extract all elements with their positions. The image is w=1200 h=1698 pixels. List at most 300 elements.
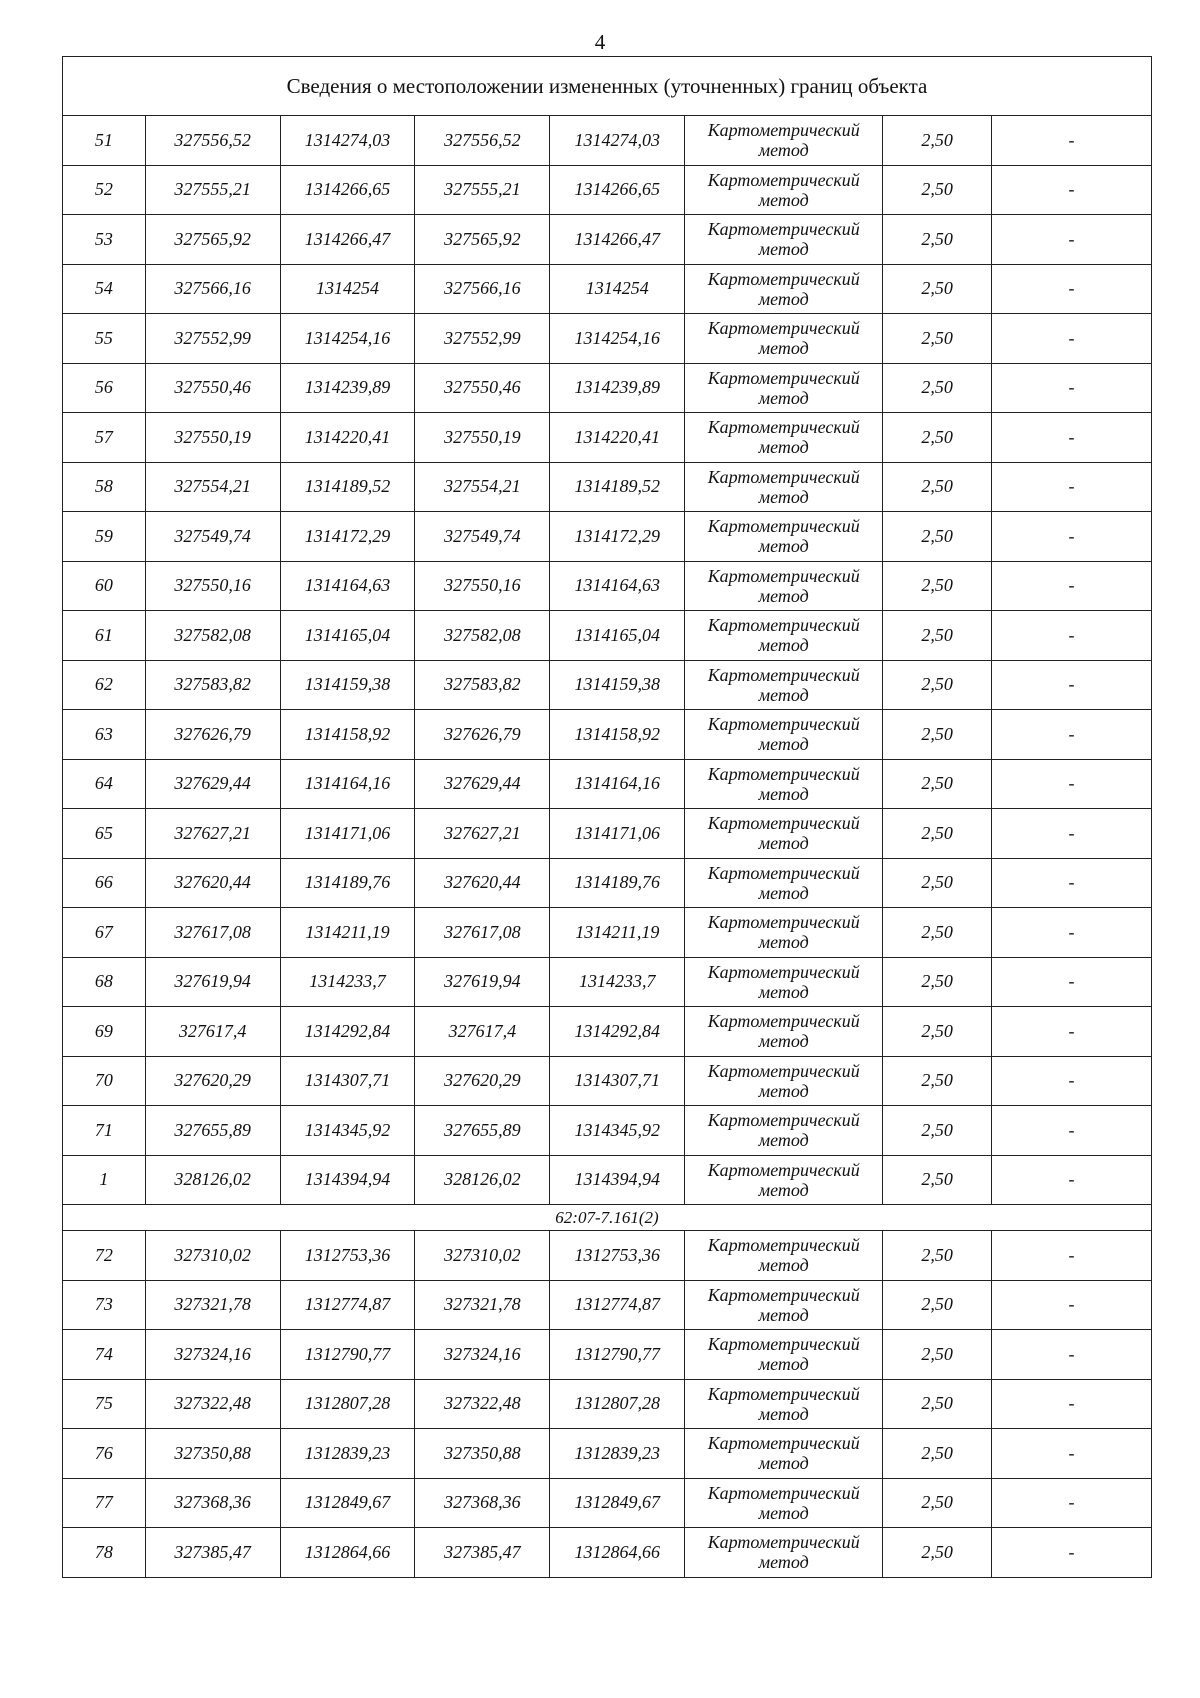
existing-y-cell: 1312774,87 xyxy=(280,1280,415,1330)
new-x-cell: 327627,21 xyxy=(415,809,550,859)
note-cell: - xyxy=(992,1231,1152,1281)
method-cell xyxy=(685,611,883,661)
accuracy-cell: 2,50 xyxy=(883,561,992,611)
note-cell: - xyxy=(992,611,1152,661)
method-line-1: Картометрический xyxy=(707,1011,860,1032)
table-row xyxy=(63,858,1152,908)
new-y-cell: 1314189,76 xyxy=(550,858,685,908)
existing-x-cell: 328126,02 xyxy=(145,1155,280,1205)
note-cell: - xyxy=(992,809,1152,859)
table-row xyxy=(63,363,1152,413)
new-y-cell: 1314172,29 xyxy=(550,512,685,562)
method-line-1: Картометрический xyxy=(707,268,860,289)
note-cell: - xyxy=(992,264,1152,314)
method-line-1: Картометрический xyxy=(707,367,860,388)
method-line-1: Картометрический xyxy=(707,813,860,834)
point-number-cell: 74 xyxy=(63,1330,146,1380)
new-x-cell: 327655,89 xyxy=(415,1106,550,1156)
point-number-cell: 59 xyxy=(63,512,146,562)
method-line-2: метод xyxy=(758,338,809,359)
point-number-cell: 51 xyxy=(63,116,146,166)
table-row xyxy=(63,908,1152,958)
method-cell xyxy=(685,1330,883,1380)
new-x-cell: 327629,44 xyxy=(415,759,550,809)
existing-x-cell: 327565,92 xyxy=(145,215,280,265)
new-x-cell: 327324,16 xyxy=(415,1330,550,1380)
table-row xyxy=(63,660,1152,710)
table-row xyxy=(63,957,1152,1007)
table-row xyxy=(63,710,1152,760)
method-line-1: Картометрический xyxy=(707,318,860,339)
existing-x-cell: 327321,78 xyxy=(145,1280,280,1330)
table-row xyxy=(63,1478,1152,1528)
existing-x-cell: 327582,08 xyxy=(145,611,280,661)
method-cell xyxy=(685,462,883,512)
existing-y-cell: 1314345,92 xyxy=(280,1106,415,1156)
table-row xyxy=(63,1429,1152,1479)
new-x-cell: 327626,79 xyxy=(415,710,550,760)
method-line-1: Картометрический xyxy=(707,516,860,537)
new-y-cell: 1314254,16 xyxy=(550,314,685,364)
existing-y-cell: 1314164,16 xyxy=(280,759,415,809)
accuracy-cell: 2,50 xyxy=(883,116,992,166)
point-number-cell: 62 xyxy=(63,660,146,710)
note-cell: - xyxy=(992,462,1152,512)
new-y-cell: 1314254 xyxy=(550,264,685,314)
table-row xyxy=(63,116,1152,166)
method-line-2: метод xyxy=(758,932,809,953)
new-x-cell: 327583,82 xyxy=(415,660,550,710)
method-line-1: Картометрический xyxy=(707,1383,860,1404)
method-cell xyxy=(685,413,883,463)
point-number-cell: 78 xyxy=(63,1528,146,1578)
point-number-cell: 69 xyxy=(63,1007,146,1057)
new-y-cell: 1314307,71 xyxy=(550,1056,685,1106)
existing-y-cell: 1314171,06 xyxy=(280,809,415,859)
existing-x-cell: 327554,21 xyxy=(145,462,280,512)
method-line-2: метод xyxy=(758,734,809,755)
point-number-cell: 71 xyxy=(63,1106,146,1156)
existing-y-cell: 1314172,29 xyxy=(280,512,415,562)
existing-y-cell: 1312849,67 xyxy=(280,1478,415,1528)
point-number-cell: 70 xyxy=(63,1056,146,1106)
method-line-1: Картометрический xyxy=(707,615,860,636)
point-number-cell: 68 xyxy=(63,957,146,1007)
method-cell xyxy=(685,858,883,908)
note-cell: - xyxy=(992,561,1152,611)
existing-y-cell: 1312753,36 xyxy=(280,1231,415,1281)
accuracy-cell: 2,50 xyxy=(883,1280,992,1330)
method-line-2: метод xyxy=(758,1354,809,1375)
table-row xyxy=(63,215,1152,265)
method-line-2: метод xyxy=(758,1453,809,1474)
new-x-cell: 327617,08 xyxy=(415,908,550,958)
method-line-1: Картометрический xyxy=(707,120,860,141)
method-line-2: метод xyxy=(758,1130,809,1151)
note-cell: - xyxy=(992,957,1152,1007)
method-line-2: метод xyxy=(758,387,809,408)
method-cell xyxy=(685,314,883,364)
point-number-cell: 52 xyxy=(63,165,146,215)
new-y-cell: 1314164,63 xyxy=(550,561,685,611)
new-x-cell: 328126,02 xyxy=(415,1155,550,1205)
table-title-row xyxy=(63,57,1152,116)
method-line-1: Картометрический xyxy=(707,1532,860,1553)
table-row xyxy=(63,462,1152,512)
cadastral-group-label: 62:07-7.161(2) xyxy=(63,1205,1152,1231)
point-number-cell: 65 xyxy=(63,809,146,859)
point-number-cell: 63 xyxy=(63,710,146,760)
existing-x-cell: 327550,16 xyxy=(145,561,280,611)
accuracy-cell: 2,50 xyxy=(883,363,992,413)
method-line-2: метод xyxy=(758,783,809,804)
existing-x-cell: 327368,36 xyxy=(145,1478,280,1528)
method-line-1: Картометрический xyxy=(707,1433,860,1454)
new-x-cell: 327555,21 xyxy=(415,165,550,215)
method-line-1: Картометрический xyxy=(707,565,860,586)
existing-y-cell: 1312807,28 xyxy=(280,1379,415,1429)
existing-y-cell: 1314189,52 xyxy=(280,462,415,512)
accuracy-cell: 2,50 xyxy=(883,1330,992,1380)
new-x-cell: 327310,02 xyxy=(415,1231,550,1281)
table-row xyxy=(63,1330,1152,1380)
accuracy-cell: 2,50 xyxy=(883,1056,992,1106)
existing-x-cell: 327322,48 xyxy=(145,1379,280,1429)
new-y-cell: 1314266,65 xyxy=(550,165,685,215)
method-line-1: Картометрический xyxy=(707,1110,860,1131)
point-number-cell: 66 xyxy=(63,858,146,908)
point-number-cell: 58 xyxy=(63,462,146,512)
new-y-cell: 1314164,16 xyxy=(550,759,685,809)
point-number-cell: 57 xyxy=(63,413,146,463)
point-number-cell: 53 xyxy=(63,215,146,265)
new-x-cell: 327322,48 xyxy=(415,1379,550,1429)
method-line-2: метод xyxy=(758,684,809,705)
note-cell: - xyxy=(992,1429,1152,1479)
point-number-cell: 54 xyxy=(63,264,146,314)
method-cell xyxy=(685,809,883,859)
existing-y-cell: 1314266,47 xyxy=(280,215,415,265)
existing-x-cell: 327629,44 xyxy=(145,759,280,809)
new-x-cell: 327620,44 xyxy=(415,858,550,908)
method-line-2: метод xyxy=(758,1304,809,1325)
note-cell: - xyxy=(992,363,1152,413)
table-row xyxy=(63,314,1152,364)
new-y-cell: 1312807,28 xyxy=(550,1379,685,1429)
accuracy-cell: 2,50 xyxy=(883,908,992,958)
existing-y-cell: 1314292,84 xyxy=(280,1007,415,1057)
existing-y-cell: 1314239,89 xyxy=(280,363,415,413)
new-y-cell: 1314189,52 xyxy=(550,462,685,512)
method-cell xyxy=(685,215,883,265)
accuracy-cell: 2,50 xyxy=(883,1231,992,1281)
accuracy-cell: 2,50 xyxy=(883,957,992,1007)
existing-x-cell: 327620,44 xyxy=(145,858,280,908)
new-x-cell: 327566,16 xyxy=(415,264,550,314)
table-row xyxy=(63,561,1152,611)
method-cell xyxy=(685,1231,883,1281)
method-cell xyxy=(685,660,883,710)
accuracy-cell: 2,50 xyxy=(883,710,992,760)
method-cell xyxy=(685,1056,883,1106)
method-line-2: метод xyxy=(758,536,809,557)
accuracy-cell: 2,50 xyxy=(883,314,992,364)
method-line-1: Картометрический xyxy=(707,912,860,933)
method-line-2: метод xyxy=(758,1552,809,1573)
point-number-cell: 55 xyxy=(63,314,146,364)
note-cell: - xyxy=(992,660,1152,710)
new-y-cell: 1312849,67 xyxy=(550,1478,685,1528)
method-cell xyxy=(685,759,883,809)
new-y-cell: 1314158,92 xyxy=(550,710,685,760)
accuracy-cell: 2,50 xyxy=(883,660,992,710)
note-cell: - xyxy=(992,1155,1152,1205)
new-y-cell: 1312790,77 xyxy=(550,1330,685,1380)
method-line-1: Картометрический xyxy=(707,714,860,735)
existing-x-cell: 327627,21 xyxy=(145,809,280,859)
existing-y-cell: 1314159,38 xyxy=(280,660,415,710)
method-cell xyxy=(685,1379,883,1429)
new-x-cell: 327617,4 xyxy=(415,1007,550,1057)
method-line-1: Картометрический xyxy=(707,961,860,982)
note-cell: - xyxy=(992,1056,1152,1106)
point-number-cell: 72 xyxy=(63,1231,146,1281)
note-cell: - xyxy=(992,215,1152,265)
method-line-2: метод xyxy=(758,1502,809,1523)
new-y-cell: 1314211,19 xyxy=(550,908,685,958)
new-y-cell: 1314345,92 xyxy=(550,1106,685,1156)
method-line-1: Картометрический xyxy=(707,169,860,190)
new-x-cell: 327350,88 xyxy=(415,1429,550,1479)
point-number-cell: 56 xyxy=(63,363,146,413)
existing-x-cell: 327310,02 xyxy=(145,1231,280,1281)
method-line-1: Картометрический xyxy=(707,1284,860,1305)
table-row xyxy=(63,759,1152,809)
existing-x-cell: 327617,4 xyxy=(145,1007,280,1057)
method-line-1: Картометрический xyxy=(707,1235,860,1256)
method-line-1: Картометрический xyxy=(707,417,860,438)
new-y-cell: 1312864,66 xyxy=(550,1528,685,1578)
method-cell xyxy=(685,512,883,562)
method-line-2: метод xyxy=(758,635,809,656)
method-line-2: метод xyxy=(758,239,809,260)
accuracy-cell: 2,50 xyxy=(883,1478,992,1528)
existing-x-cell: 327549,74 xyxy=(145,512,280,562)
point-number-cell: 76 xyxy=(63,1429,146,1479)
table-row xyxy=(63,264,1152,314)
existing-y-cell: 1314254,16 xyxy=(280,314,415,364)
new-x-cell: 327554,21 xyxy=(415,462,550,512)
method-line-1: Картометрический xyxy=(707,862,860,883)
method-line-2: метод xyxy=(758,288,809,309)
existing-x-cell: 327617,08 xyxy=(145,908,280,958)
method-line-1: Картометрический xyxy=(707,466,860,487)
new-y-cell: 1314239,89 xyxy=(550,363,685,413)
accuracy-cell: 2,50 xyxy=(883,512,992,562)
existing-x-cell: 327555,21 xyxy=(145,165,280,215)
method-line-2: метод xyxy=(758,1179,809,1200)
point-number-cell: 60 xyxy=(63,561,146,611)
new-y-cell: 1314266,47 xyxy=(550,215,685,265)
accuracy-cell: 2,50 xyxy=(883,1007,992,1057)
existing-x-cell: 327350,88 xyxy=(145,1429,280,1479)
table-row xyxy=(63,809,1152,859)
note-cell: - xyxy=(992,1478,1152,1528)
method-line-2: метод xyxy=(758,189,809,210)
existing-y-cell: 1314274,03 xyxy=(280,116,415,166)
method-line-1: Картометрический xyxy=(707,219,860,240)
new-y-cell: 1314292,84 xyxy=(550,1007,685,1057)
table-title: Сведения о местоположении измененных (уточненных) границ объекта xyxy=(63,57,1152,116)
accuracy-cell: 2,50 xyxy=(883,858,992,908)
accuracy-cell: 2,50 xyxy=(883,413,992,463)
existing-y-cell: 1314164,63 xyxy=(280,561,415,611)
existing-x-cell: 327583,82 xyxy=(145,660,280,710)
existing-y-cell: 1314158,92 xyxy=(280,710,415,760)
new-x-cell: 327368,36 xyxy=(415,1478,550,1528)
note-cell: - xyxy=(992,512,1152,562)
note-cell: - xyxy=(992,165,1152,215)
note-cell: - xyxy=(992,413,1152,463)
note-cell: - xyxy=(992,908,1152,958)
existing-y-cell: 1314189,76 xyxy=(280,858,415,908)
existing-x-cell: 327385,47 xyxy=(145,1528,280,1578)
method-cell xyxy=(685,957,883,1007)
method-line-2: метод xyxy=(758,140,809,161)
method-line-1: Картометрический xyxy=(707,1159,860,1180)
existing-x-cell: 327550,19 xyxy=(145,413,280,463)
note-cell: - xyxy=(992,858,1152,908)
method-cell xyxy=(685,363,883,413)
method-cell xyxy=(685,1280,883,1330)
existing-y-cell: 1314307,71 xyxy=(280,1056,415,1106)
new-x-cell: 327550,16 xyxy=(415,561,550,611)
new-x-cell: 327321,78 xyxy=(415,1280,550,1330)
existing-y-cell: 1314220,41 xyxy=(280,413,415,463)
accuracy-cell: 2,50 xyxy=(883,1379,992,1429)
accuracy-cell: 2,50 xyxy=(883,1155,992,1205)
accuracy-cell: 2,50 xyxy=(883,1528,992,1578)
method-cell xyxy=(685,1106,883,1156)
method-line-2: метод xyxy=(758,981,809,1002)
new-y-cell: 1314159,38 xyxy=(550,660,685,710)
new-x-cell: 327619,94 xyxy=(415,957,550,1007)
existing-y-cell: 1314266,65 xyxy=(280,165,415,215)
new-x-cell: 327565,92 xyxy=(415,215,550,265)
method-line-2: метод xyxy=(758,1031,809,1052)
existing-y-cell: 1312864,66 xyxy=(280,1528,415,1578)
table-row xyxy=(63,1280,1152,1330)
existing-x-cell: 327550,46 xyxy=(145,363,280,413)
note-cell: - xyxy=(992,1280,1152,1330)
point-number-cell: 77 xyxy=(63,1478,146,1528)
note-cell: - xyxy=(992,1106,1152,1156)
accuracy-cell: 2,50 xyxy=(883,462,992,512)
new-y-cell: 1314165,04 xyxy=(550,611,685,661)
new-x-cell: 327385,47 xyxy=(415,1528,550,1578)
table-body xyxy=(63,57,1152,1578)
new-y-cell: 1314233,7 xyxy=(550,957,685,1007)
group-header-row xyxy=(63,1205,1152,1231)
accuracy-cell: 2,50 xyxy=(883,611,992,661)
new-y-cell: 1314394,94 xyxy=(550,1155,685,1205)
table-row xyxy=(63,1231,1152,1281)
method-line-2: метод xyxy=(758,437,809,458)
table-row xyxy=(63,1056,1152,1106)
existing-x-cell: 327626,79 xyxy=(145,710,280,760)
table-row xyxy=(63,413,1152,463)
existing-x-cell: 327619,94 xyxy=(145,957,280,1007)
point-number-cell: 75 xyxy=(63,1379,146,1429)
existing-y-cell: 1314254 xyxy=(280,264,415,314)
accuracy-cell: 2,50 xyxy=(883,1106,992,1156)
note-cell: - xyxy=(992,710,1152,760)
point-number-cell: 67 xyxy=(63,908,146,958)
method-cell xyxy=(685,165,883,215)
existing-x-cell: 327556,52 xyxy=(145,116,280,166)
note-cell: - xyxy=(992,1528,1152,1578)
note-cell: - xyxy=(992,1007,1152,1057)
table-row xyxy=(63,1379,1152,1429)
method-line-2: метод xyxy=(758,486,809,507)
new-y-cell: 1312753,36 xyxy=(550,1231,685,1281)
existing-y-cell: 1314233,7 xyxy=(280,957,415,1007)
method-cell xyxy=(685,1429,883,1479)
method-cell xyxy=(685,264,883,314)
accuracy-cell: 2,50 xyxy=(883,264,992,314)
new-x-cell: 327556,52 xyxy=(415,116,550,166)
existing-x-cell: 327324,16 xyxy=(145,1330,280,1380)
point-number-cell: 61 xyxy=(63,611,146,661)
existing-y-cell: 1314165,04 xyxy=(280,611,415,661)
point-number-cell: 1 xyxy=(63,1155,146,1205)
new-x-cell: 327620,29 xyxy=(415,1056,550,1106)
existing-y-cell: 1314211,19 xyxy=(280,908,415,958)
method-cell xyxy=(685,1155,883,1205)
table-row xyxy=(63,1106,1152,1156)
existing-x-cell: 327655,89 xyxy=(145,1106,280,1156)
method-cell xyxy=(685,710,883,760)
new-y-cell: 1314220,41 xyxy=(550,413,685,463)
table-row xyxy=(63,1155,1152,1205)
existing-y-cell: 1314394,94 xyxy=(280,1155,415,1205)
point-number-cell: 64 xyxy=(63,759,146,809)
new-x-cell: 327549,74 xyxy=(415,512,550,562)
new-y-cell: 1312839,23 xyxy=(550,1429,685,1479)
new-y-cell: 1314274,03 xyxy=(550,116,685,166)
point-number-cell: 73 xyxy=(63,1280,146,1330)
new-x-cell: 327552,99 xyxy=(415,314,550,364)
page-number: 4 xyxy=(594,30,606,54)
note-cell: - xyxy=(992,1379,1152,1429)
method-line-1: Картометрический xyxy=(707,1060,860,1081)
method-line-2: метод xyxy=(758,882,809,903)
new-y-cell: 1312774,87 xyxy=(550,1280,685,1330)
existing-x-cell: 327552,99 xyxy=(145,314,280,364)
method-cell xyxy=(685,116,883,166)
method-line-1: Картометрический xyxy=(707,1334,860,1355)
method-cell xyxy=(685,1007,883,1057)
existing-x-cell: 327566,16 xyxy=(145,264,280,314)
table-row xyxy=(63,512,1152,562)
method-cell xyxy=(685,1528,883,1578)
method-line-1: Картометрический xyxy=(707,763,860,784)
new-y-cell: 1314171,06 xyxy=(550,809,685,859)
table-row xyxy=(63,611,1152,661)
accuracy-cell: 2,50 xyxy=(883,215,992,265)
method-line-2: метод xyxy=(758,1255,809,1276)
note-cell: - xyxy=(992,759,1152,809)
